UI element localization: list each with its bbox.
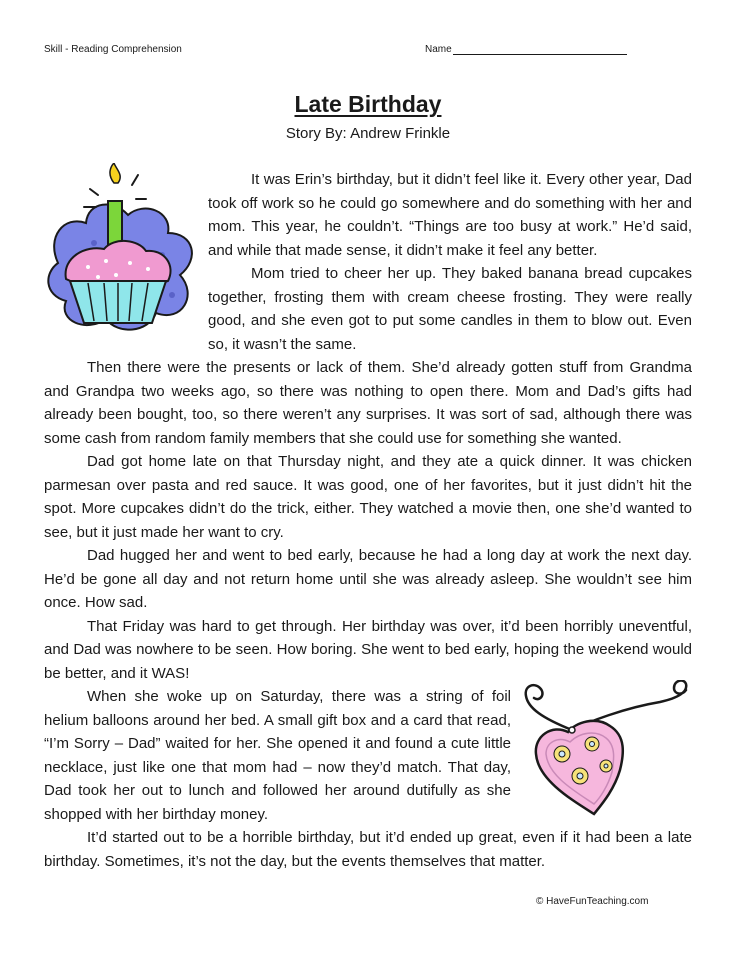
story-paragraph: That Friday was hard to get through. Her birthday was over, it’d been horribly uneventful, and Dad was nowhere to be seen. How boring. She went to bed early, hoping the weekend would be better, and it WAS! bbox=[44, 617, 692, 682]
story-paragraph: It’d started out to be a horrible birthday, but it’d ended up great, even if it had been a late birthday. Sometimes, it’s not the day, but the events themselves that matter. bbox=[44, 829, 692, 870]
name-field bbox=[425, 44, 627, 55]
name-label: Name bbox=[425, 44, 452, 55]
cupcake-float-spacer bbox=[44, 168, 208, 342]
story-paragraph: Dad hugged her and went to bed early, because he had a long day at work the next day. He’d be gone all day and not return home until she was already asleep. She wouldn’t see him once. How sad. bbox=[44, 547, 692, 611]
copyright-footer: © HaveFunTeaching.com bbox=[536, 896, 649, 907]
heart-float-spacer bbox=[511, 687, 692, 819]
story-paragraph: Dad got home late on that Thursday night, and they ate a quick dinner. It was chicken parmesan over pasta and red sauce. It was good, one of her favorites, but it just didn’t hit the spot. More cupcakes didn’t do the trick, either. They watched a movie then, one she’d wanted to see, but it just made her want to cry. bbox=[44, 453, 692, 541]
name-blank-line bbox=[453, 44, 627, 55]
story-paragraph: Mom tried to cheer her up. They baked banana bread cupcakes together, frosting them with cream cheese frosting. They were really good, and she even got to put some candles in them to blow out. Even so, it wasn’t the same. bbox=[208, 265, 692, 353]
story-body bbox=[44, 168, 692, 873]
story-paragraph: Then there were the presents or lack of them. She’d already gotten stuff from Grandma and Grandpa two weeks ago, so there was nothing to open there. Mom and Dad’s gifts had already been bought, too, so there weren’t any surprises. It was sort of sad, although there was some cash from random family members that she could use for something she wanted. bbox=[44, 359, 692, 447]
story-title: Late Birthday bbox=[294, 91, 442, 117]
story-paragraph: It was Erin’s birthday, but it didn’t feel like it. Every other year, Dad took off work so he could go somewhere and do something with her and mom. This year, he couldn’t. “Things are too busy at work.” He’d said, and while that made sense, it didn’t make it feel any better. bbox=[208, 171, 692, 259]
skill-label: Skill - Reading Comprehension bbox=[44, 44, 182, 55]
story-byline: Story By: Andrew Frinkle bbox=[285, 125, 451, 142]
story-paragraph: When she woke up on Saturday, there was a string of foil helium balloons around her bed. A small gift box and a card that read, “I’m Sorry – Dad” waited for her. She opened it and found a cute little necklace, just like one that mom had – now they’d match. That day, Dad took her out to lunch and followed her around dutifully as she shopped with her birthday money. bbox=[44, 688, 511, 823]
